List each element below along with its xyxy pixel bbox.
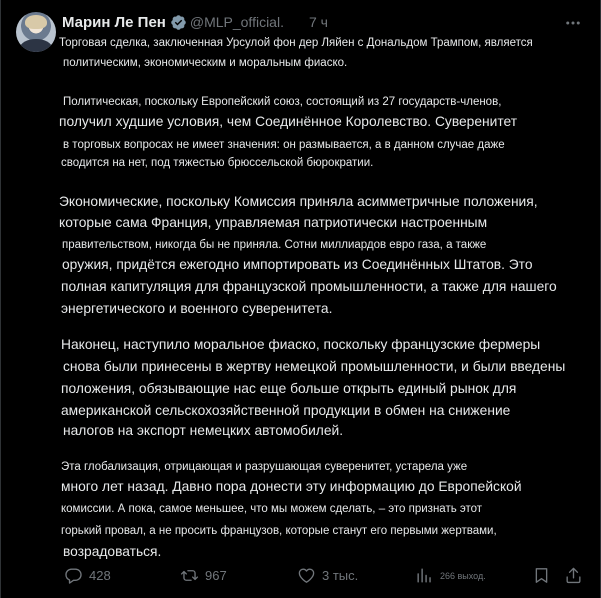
post-header	[62, 12, 328, 32]
post-line: которые сама Франция, управляемая патриотически настроенным	[59, 215, 488, 230]
post-line: политическим, экономическим и моральным фиаско.	[63, 57, 348, 69]
like-button[interactable]	[297, 566, 358, 585]
verified-badge-icon	[170, 14, 187, 31]
views-button[interactable]	[415, 566, 486, 585]
post-time[interactable]: 7 ч	[308, 14, 328, 30]
repost-count: 967	[205, 568, 227, 583]
post-line: энергетического и военного суверенитета.	[61, 301, 333, 316]
like-count: 3 тыс.	[322, 568, 359, 583]
avatar-hair	[25, 15, 47, 29]
bookmark-icon[interactable]	[532, 566, 551, 585]
author-name[interactable]: Марин Ле Пен	[62, 13, 166, 31]
reply-icon	[64, 566, 83, 585]
post-line: Торговая сделка, заключенная Урсулой фон дер Ляйен с Дональдом Трампом, является	[59, 37, 533, 49]
post-line: в торговых вопросах не имеет значения: он размывается, а в данном случае даже	[63, 139, 505, 151]
post-line: правительством, никогда бы не приняла. Сотни миллиардов евро газа, а также	[62, 239, 487, 251]
repost-icon	[180, 566, 199, 585]
like-icon	[297, 566, 316, 585]
post-line: оружия, придётся ежегодно импортировать из Соединённых Штатов. Это	[62, 257, 533, 272]
post-line: полная капитуляция для французской промышленности, а также для нашего	[61, 279, 557, 294]
post-line: Экономические, поскольку Комиссия приняла асимметричные положения,	[59, 194, 538, 209]
post-line: много лет назад. Давно пора донести эту информацию до Европейской	[61, 479, 522, 494]
post-line: снова были принесены в жертву немецкой промышленности, и были введены	[63, 359, 566, 374]
post-line: положения, обязывающие нас еще больше открыть единый рынок для	[61, 381, 517, 396]
views-icon	[415, 566, 434, 585]
post-line: комиссии. А пока, самое меньшее, что мы можем сделать, – это признать этот	[61, 503, 483, 515]
post-line: американской сельскохозяйственной продукции в обмен на снижение	[61, 403, 511, 418]
views-count: 266 выход.	[440, 570, 486, 581]
post-line: налогов на экспорт немецких автомобилей.	[63, 423, 344, 438]
post-line: Наконец, наступило моральное фиаско, поскольку французские фермеры	[61, 337, 541, 352]
share-icon[interactable]	[564, 566, 583, 585]
avatar[interactable]	[16, 12, 56, 52]
post-line: Эта глобализация, отрицающая и разрушающая суверенитет, устарела уже	[61, 461, 468, 473]
post-line: получил худшие условия, чем Соединённое Королевство. Суверенитет	[59, 114, 518, 129]
post-line: возрадоваться.	[63, 544, 162, 559]
repost-button[interactable]	[180, 566, 227, 585]
post-line: Политическая, поскольку Европейский союз, состоящий из 27 государств-членов,	[63, 96, 502, 108]
author-handle[interactable]: @MLP_official.	[189, 14, 284, 30]
post-line: сводится на нет, под тяжестью брюссельской бюрократии.	[61, 157, 374, 169]
more-icon[interactable]	[564, 14, 582, 32]
avatar-shoulders	[20, 39, 52, 52]
reply-count: 428	[89, 568, 111, 583]
post-line: горький провал, а не просить французов, которые станут его первыми жертвами,	[61, 525, 497, 537]
action-bar	[1, 562, 601, 592]
reply-button[interactable]	[64, 566, 111, 585]
